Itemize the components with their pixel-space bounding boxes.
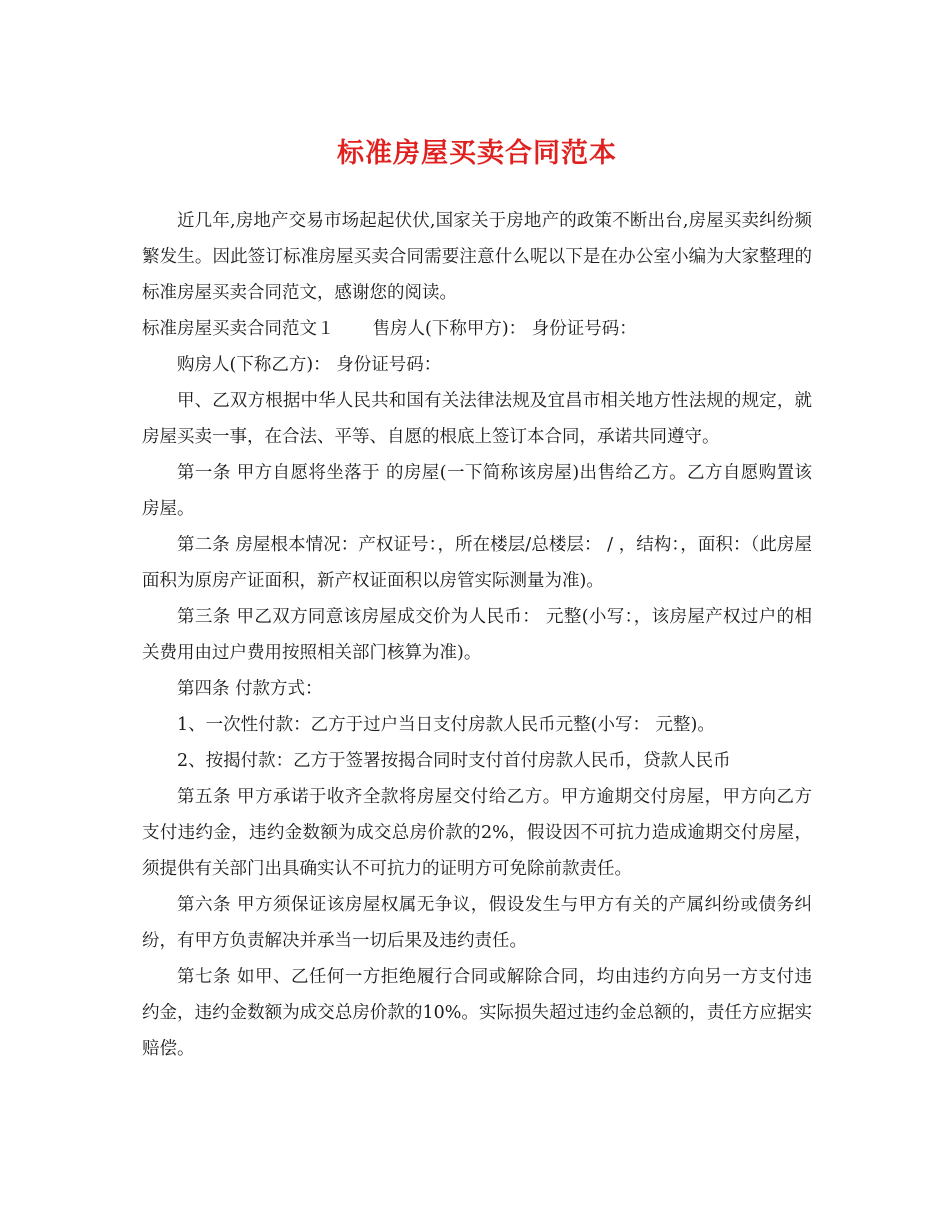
intro-paragraph: 近几年,房地产交易市场起起伏伏,国家关于房地产的政策不断出台,房屋买卖纠纷频繁发生。因此签订标准房屋买卖合同需要注意什么呢以下是在办公室小编为大家整理的标准房屋买卖合同范文，感谢您的阅读。 bbox=[142, 211, 812, 303]
clause-article-5: 第五条 甲方承诺于收齐全款将房屋交付给乙方。甲方逾期交付房屋，甲方向乙方支付违约金，违约金数额为成交总房价款的2%，假设因不可抗力造成逾期交付房屋，须提供有关部门出具确实认不可抗力的证明方可免除前款责任。 bbox=[142, 787, 812, 879]
clause-preamble: 甲、乙双方根据中华人民共和国有关法律法规及宜昌市相关地方性法规的规定，就房屋买卖一事，在合法、平等、自愿的根底上签订本合同，承诺共同遵守。 bbox=[142, 391, 812, 447]
document-title: 标准房屋买卖合同范本 bbox=[337, 138, 617, 169]
clause-article-6: 第六条 甲方须保证该房屋权属无争议，假设发生与甲方有关的产属纠纷或债务纠纷，有甲方负责解决并承当一切后果及违约责任。 bbox=[142, 895, 812, 951]
document-page bbox=[142, 118, 812, 1067]
seller-line: 售房人(下称甲方)： 身份证号码： bbox=[372, 319, 637, 339]
section-heading: 标准房屋买卖合同范文１ bbox=[142, 319, 335, 339]
clause-article-3: 第三条 甲乙双方同意该房屋成交价为人民币： 元整(小写：，该房屋产权过户的相关费用由过户费用按照相关部门核算为准)。 bbox=[142, 607, 812, 663]
clause-article-1: 第一条 甲方自愿将坐落于 的房屋(一下简称该房屋)出售给乙方。乙方自愿购置该房屋。 bbox=[142, 463, 812, 519]
buyer-line: 购房人(下称乙方)： 身份证号码： bbox=[177, 355, 442, 375]
clause-article-4: 第四条 付款方式： bbox=[177, 679, 323, 699]
clause-payment-1: 1、一次性付款：乙方于过户当日支付房款人民币元整(小写： 元整)。 bbox=[177, 715, 715, 735]
section-heading-line bbox=[142, 311, 812, 347]
clause-article-2: 第二条 房屋根本情况：产权证号：，所在楼层/总楼层： / ，结构：，面积：（此房屋面积为原房产证面积，新产权证面积以房管实际测量为准)。 bbox=[142, 535, 812, 591]
clause-article-7: 第七条 如甲、乙任何一方拒绝履行合同或解除合同，均由违约方向另一方支付违约金，违约金数额为成交总房价款的10%。实际损失超过违约金总额的，责任方应据实赔偿。 bbox=[142, 967, 812, 1059]
clause-payment-2: 2、按揭付款：乙方于签署按揭合同时支付首付房款人民币，贷款人民币 bbox=[177, 751, 731, 771]
